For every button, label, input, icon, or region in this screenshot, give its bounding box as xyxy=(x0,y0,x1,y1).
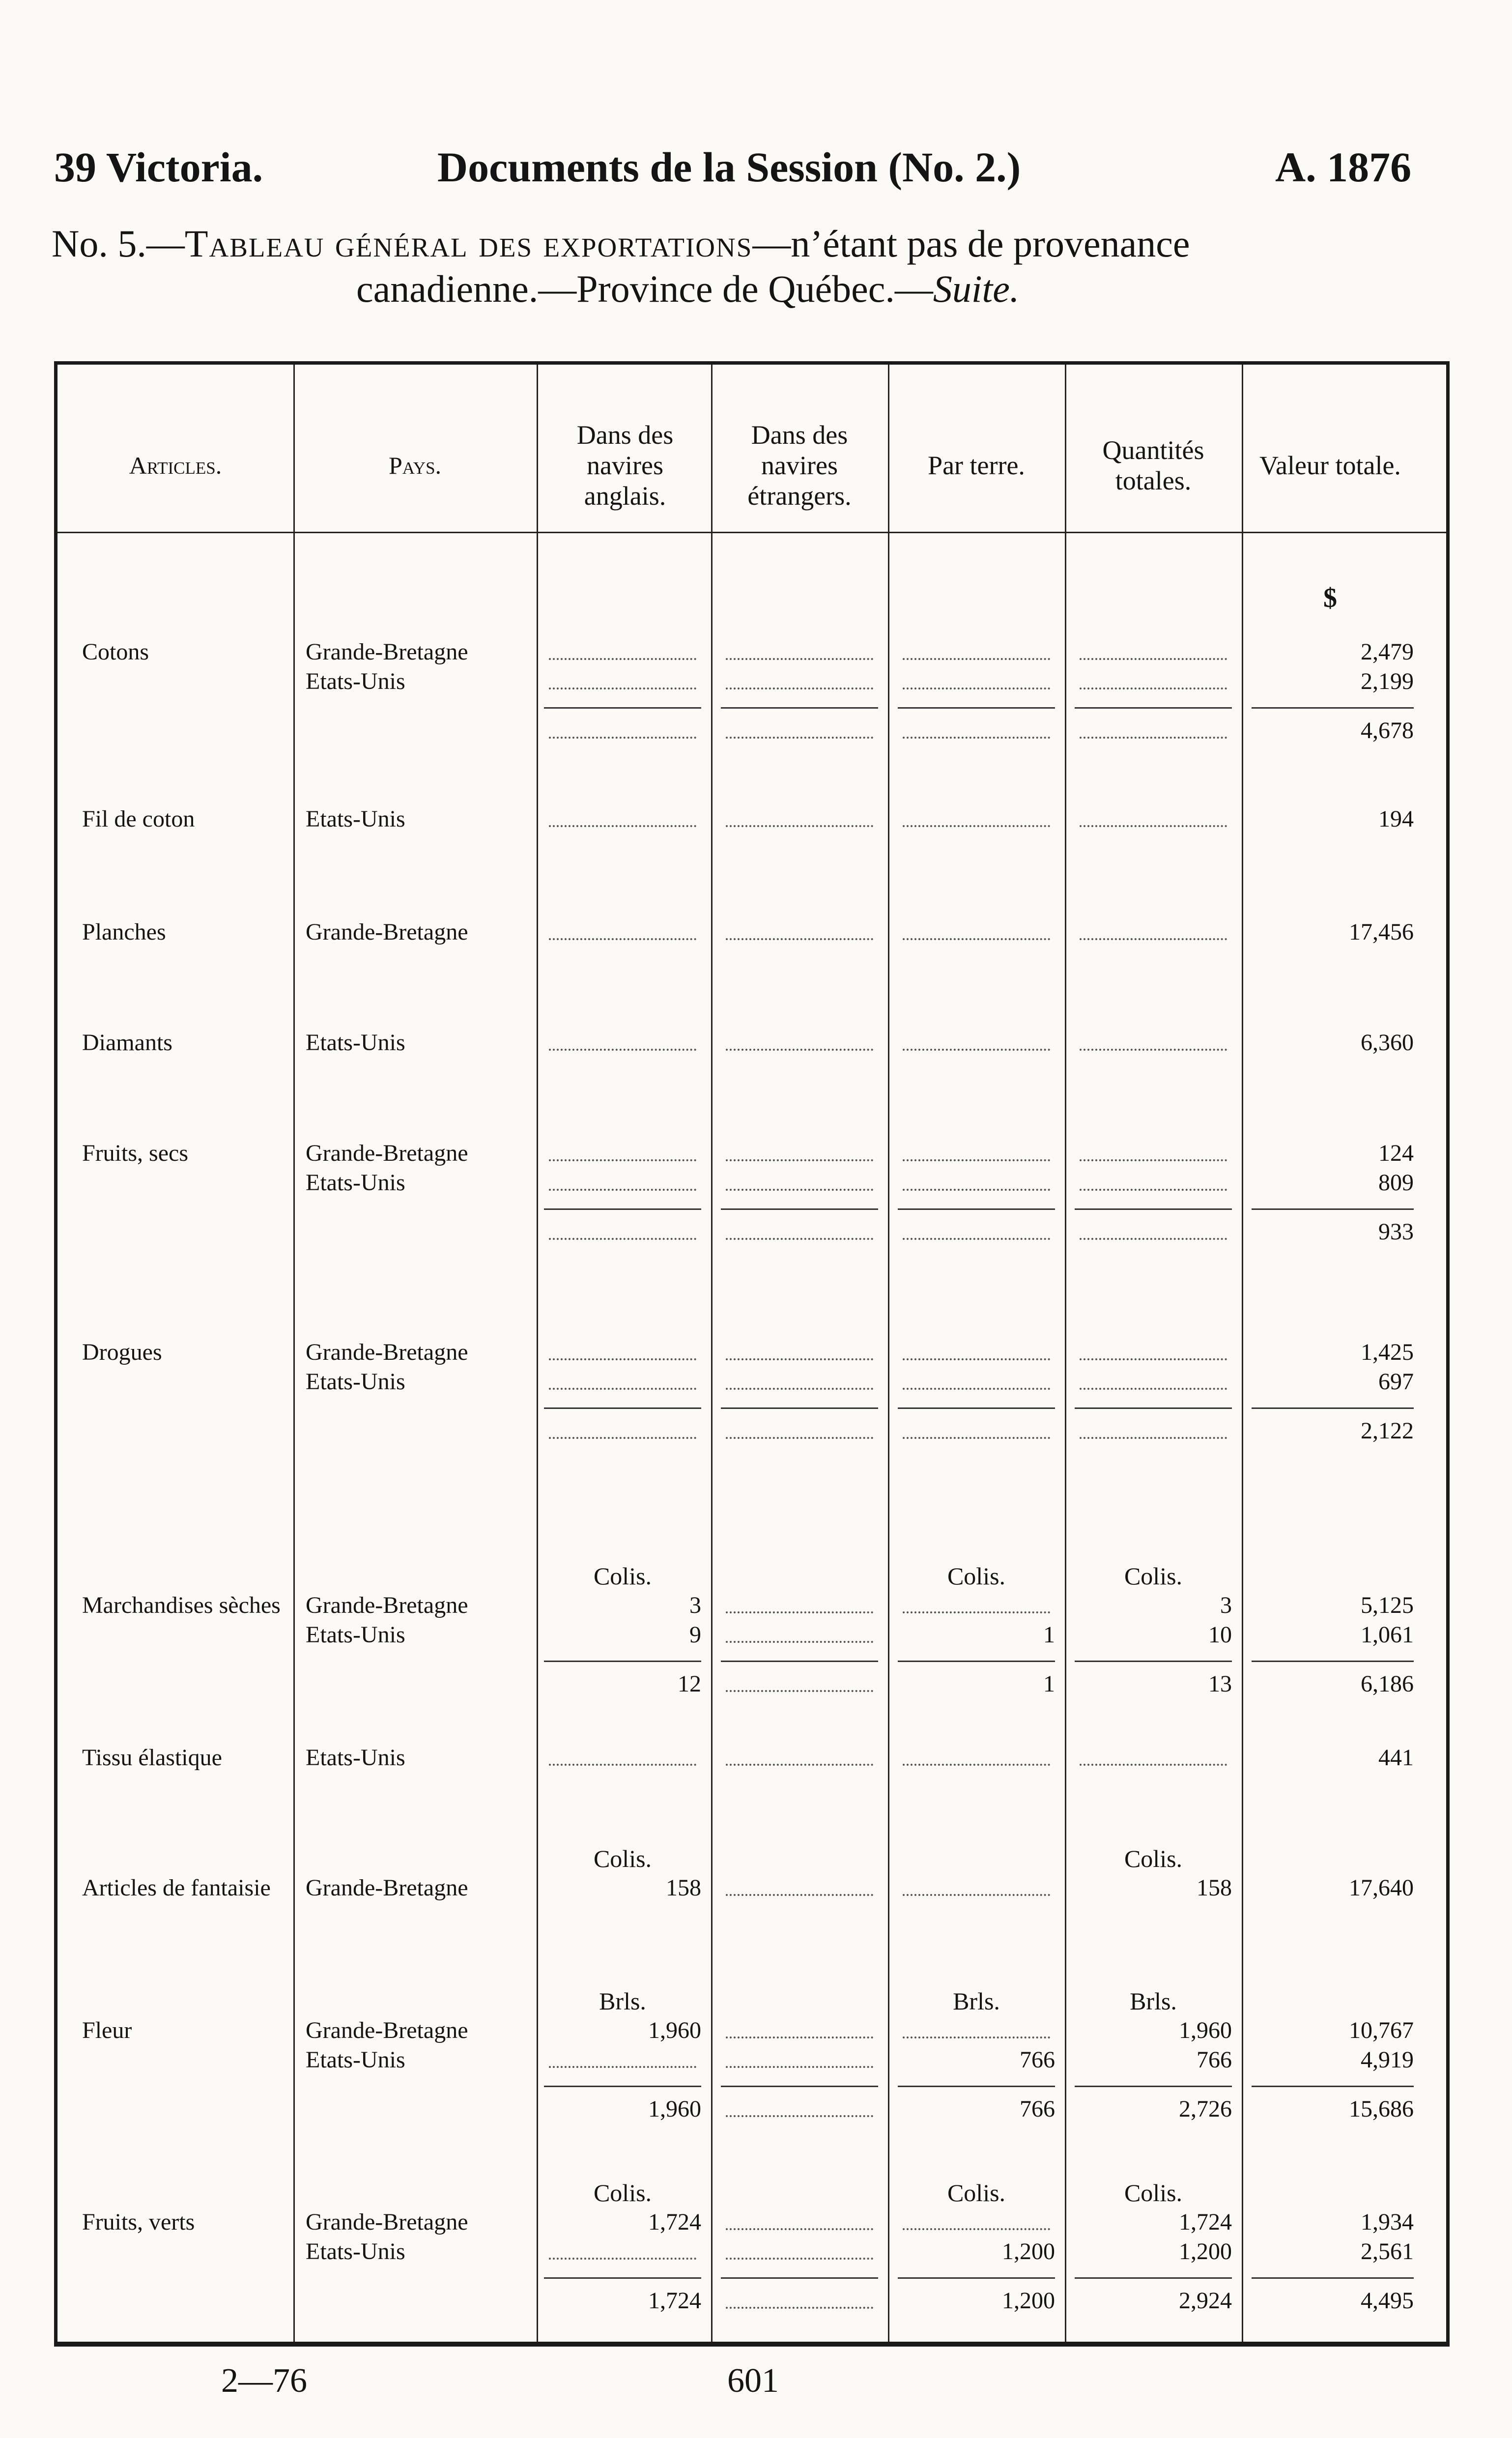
empty-cell-leader xyxy=(1080,1189,1227,1191)
country-label: Grande-Bretagne xyxy=(306,2017,468,2043)
empty-cell-leader xyxy=(903,2228,1050,2230)
country-label: Grande-Bretagne xyxy=(306,1140,468,1166)
unit-label: Brls. xyxy=(599,1987,646,2015)
empty-cell-leader xyxy=(903,1764,1050,1766)
empty-cell-leader xyxy=(903,1159,1050,1161)
subtotal-rule xyxy=(544,2277,701,2279)
subtotal-rule xyxy=(544,1407,701,1409)
empty-cell-leader xyxy=(726,1388,873,1390)
empty-cell-leader xyxy=(726,2258,873,2260)
article-label: Articles de fantaisie xyxy=(82,1875,271,1901)
subtotal-rule xyxy=(721,1407,878,1409)
col-divider xyxy=(1242,365,1243,2342)
empty-cell-leader xyxy=(726,825,873,827)
subtotal-rule xyxy=(898,2086,1055,2087)
empty-cell-leader xyxy=(549,2066,696,2068)
empty-cell-leader xyxy=(1080,658,1227,660)
empty-cell-leader xyxy=(726,1437,873,1439)
unit-label: Colis. xyxy=(593,2179,652,2207)
quantites-value: 158 xyxy=(1197,1875,1232,1901)
col-header-terre: Par terre. xyxy=(928,451,1025,480)
quantites-total: 13 xyxy=(1208,1671,1232,1697)
empty-cell-leader xyxy=(903,1388,1050,1390)
article-label: Drogues xyxy=(82,1339,162,1365)
empty-cell-leader xyxy=(903,1437,1050,1439)
subtotal-rule xyxy=(544,707,701,709)
empty-cell-leader xyxy=(1080,737,1227,739)
empty-cell-leader xyxy=(903,737,1050,739)
subtotal-rule xyxy=(544,2086,701,2087)
empty-cell-leader xyxy=(726,1159,873,1161)
country-label: Grande-Bretagne xyxy=(306,1339,468,1365)
subtotal-rule xyxy=(1075,707,1232,709)
subtotal-rule xyxy=(1075,1661,1232,1662)
empty-cell-leader xyxy=(1080,825,1227,827)
empty-cell-leader xyxy=(549,1437,696,1439)
empty-cell-leader xyxy=(726,1358,873,1360)
anglais-value: 158 xyxy=(666,1875,701,1901)
country-label: Grande-Bretagne xyxy=(306,1592,468,1618)
footer-page-number: 601 xyxy=(727,2362,779,2400)
empty-cell-leader xyxy=(1080,1238,1227,1240)
valeur-value: 6,360 xyxy=(1361,1030,1414,1056)
anglais-value: 1,724 xyxy=(648,2209,701,2235)
anglais-total: 1,960 xyxy=(648,2096,701,2122)
empty-cell-leader xyxy=(549,1189,696,1191)
empty-cell-leader xyxy=(726,1238,873,1240)
table-title xyxy=(52,221,1467,312)
empty-cell-leader xyxy=(903,2036,1050,2038)
valeur-total: 933 xyxy=(1378,1219,1414,1245)
unit-label: Colis. xyxy=(947,1562,1006,1590)
valeur-total: 4,495 xyxy=(1361,2288,1414,2314)
empty-cell-leader xyxy=(726,737,873,739)
quantites-value: 1,960 xyxy=(1179,2017,1232,2043)
empty-cell-leader xyxy=(726,1764,873,1766)
empty-cell-leader xyxy=(726,2228,873,2230)
subtotal-rule xyxy=(898,1208,1055,1210)
empty-cell-leader xyxy=(903,688,1050,689)
subtotal-rule xyxy=(721,1661,878,1662)
anglais-value: 9 xyxy=(689,1622,701,1648)
country-label: Etats-Unis xyxy=(306,2047,405,2073)
subtotal-rule xyxy=(1252,1208,1414,1210)
empty-cell-leader xyxy=(903,658,1050,660)
quantites-value: 3 xyxy=(1220,1592,1232,1618)
empty-cell-leader xyxy=(726,1641,873,1643)
footer-signature: 2—76 xyxy=(221,2362,307,2400)
unit-label: Colis. xyxy=(1124,2179,1183,2207)
country-label: Grande-Bretagne xyxy=(306,1875,468,1901)
empty-cell-leader xyxy=(726,658,873,660)
country-label: Grande-Bretagne xyxy=(306,919,468,945)
unit-label: Colis. xyxy=(593,1562,652,1590)
valeur-value: 697 xyxy=(1378,1369,1414,1395)
subtotal-rule xyxy=(898,2277,1055,2279)
article-label: Fil de coton xyxy=(82,806,195,832)
valeur-total: 2,122 xyxy=(1361,1418,1414,1444)
article-label: Planches xyxy=(82,919,166,945)
valeur-value: 124 xyxy=(1378,1140,1414,1166)
col-header-etrangers: Dans des navires étrangers. xyxy=(747,420,852,511)
subtotal-rule xyxy=(1075,1407,1232,1409)
empty-cell-leader xyxy=(726,2066,873,2068)
country-label: Etats-Unis xyxy=(306,1622,405,1648)
empty-cell-leader xyxy=(726,1049,873,1051)
terre-value: 1,200 xyxy=(1002,2238,1055,2265)
empty-cell-leader xyxy=(1080,1388,1227,1390)
subtotal-rule xyxy=(1075,1208,1232,1210)
quantites-value: 766 xyxy=(1197,2047,1232,2073)
empty-cell-leader xyxy=(549,688,696,689)
country-label: Etats-Unis xyxy=(306,1030,405,1056)
empty-cell-leader xyxy=(549,938,696,940)
valeur-value: 2,479 xyxy=(1361,639,1414,665)
valeur-value: 809 xyxy=(1378,1170,1414,1196)
subtotal-rule xyxy=(1252,2277,1414,2279)
empty-cell-leader xyxy=(903,1894,1050,1896)
empty-cell-leader xyxy=(549,1159,696,1161)
unit-label: Colis. xyxy=(947,2179,1006,2207)
title-line2: canadienne.—Province de Québec.— xyxy=(356,267,933,310)
anglais-value: 1,960 xyxy=(648,2017,701,2043)
unit-label: Colis. xyxy=(1124,1562,1183,1590)
empty-cell-leader xyxy=(1080,1437,1227,1439)
subtotal-rule xyxy=(1075,2086,1232,2087)
title-rest: —n’étant pas de provenance xyxy=(752,222,1190,265)
article-label: Fleur xyxy=(82,2017,132,2043)
anglais-value: 3 xyxy=(689,1592,701,1618)
article-label: Cotons xyxy=(82,639,149,665)
article-label: Marchandises sèches xyxy=(82,1592,281,1618)
empty-cell-leader xyxy=(549,1049,696,1051)
subtotal-rule xyxy=(721,707,878,709)
col-divider xyxy=(711,365,713,2342)
title-main: Tableau général des exportations xyxy=(184,222,753,265)
empty-cell-leader xyxy=(726,2036,873,2038)
unit-label: Brls. xyxy=(1130,1987,1177,2015)
terre-value: 766 xyxy=(1020,2047,1055,2073)
country-label: Grande-Bretagne xyxy=(306,639,468,665)
country-label: Etats-Unis xyxy=(306,1369,405,1395)
col-header-quantites: Quantités totales. xyxy=(1102,435,1204,495)
valeur-value: 1,061 xyxy=(1361,1622,1414,1648)
valeur-value: 441 xyxy=(1378,1745,1414,1771)
empty-cell-leader xyxy=(1080,1159,1227,1161)
subtotal-rule xyxy=(1252,1407,1414,1409)
empty-cell-leader xyxy=(903,1189,1050,1191)
col-header-pays: Pays. xyxy=(388,452,442,479)
unit-label: Colis. xyxy=(1124,1845,1183,1872)
subtotal-rule xyxy=(1252,1661,1414,1662)
valeur-total: 4,678 xyxy=(1361,717,1414,744)
empty-cell-leader xyxy=(726,938,873,940)
subtotal-rule xyxy=(721,2277,878,2279)
country-label: Etats-Unis xyxy=(306,2238,405,2265)
terre-total: 1,200 xyxy=(1002,2288,1055,2314)
col-divider xyxy=(1065,365,1066,2342)
quantites-value: 1,200 xyxy=(1179,2238,1232,2265)
col-divider xyxy=(888,365,889,2342)
empty-cell-leader xyxy=(726,2115,873,2117)
subtotal-rule xyxy=(544,1208,701,1210)
empty-cell-leader xyxy=(1080,938,1227,940)
valeur-value: 5,125 xyxy=(1361,1592,1414,1618)
subtotal-rule xyxy=(1075,2277,1232,2279)
valeur-value: 2,561 xyxy=(1361,2238,1414,2265)
valeur-value: 1,425 xyxy=(1361,1339,1414,1365)
subtotal-rule xyxy=(898,707,1055,709)
valeur-total: 6,186 xyxy=(1361,1671,1414,1697)
empty-cell-leader xyxy=(549,825,696,827)
country-label: Grande-Bretagne xyxy=(306,2209,468,2235)
empty-cell-leader xyxy=(1080,1049,1227,1051)
subtotal-rule xyxy=(1252,707,1414,709)
empty-cell-leader xyxy=(726,688,873,689)
valeur-value: 1,934 xyxy=(1361,2209,1414,2235)
subtotal-rule xyxy=(721,2086,878,2087)
empty-cell-leader xyxy=(1080,1764,1227,1766)
terre-total: 766 xyxy=(1020,2096,1055,2122)
quantites-total: 2,726 xyxy=(1179,2096,1232,2122)
empty-cell-leader xyxy=(726,1189,873,1191)
valeur-total: 15,686 xyxy=(1349,2096,1414,2122)
empty-cell-leader xyxy=(903,1358,1050,1360)
col-divider xyxy=(537,365,538,2342)
empty-cell-leader xyxy=(549,2258,696,2260)
unit-label: Brls. xyxy=(953,1987,1000,2015)
country-label: Etats-Unis xyxy=(306,806,405,832)
article-label: Diamants xyxy=(82,1030,172,1056)
terre-value: 1 xyxy=(1043,1622,1055,1648)
subtotal-rule xyxy=(898,1661,1055,1662)
currency-symbol: $ xyxy=(1323,583,1337,613)
subtotal-rule xyxy=(898,1407,1055,1409)
valeur-value: 17,640 xyxy=(1349,1875,1414,1901)
unit-label: Colis. xyxy=(593,1845,652,1872)
valeur-value: 17,456 xyxy=(1349,919,1414,945)
valeur-value: 4,919 xyxy=(1361,2047,1414,2073)
valeur-value: 2,199 xyxy=(1361,668,1414,694)
valeur-value: 194 xyxy=(1378,806,1414,832)
empty-cell-leader xyxy=(903,825,1050,827)
anglais-total: 1,724 xyxy=(648,2288,701,2314)
exports-table xyxy=(54,361,1450,2347)
subtotal-rule xyxy=(1252,2086,1414,2087)
article-label: Tissu élastique xyxy=(82,1745,222,1771)
country-label: Etats-Unis xyxy=(306,1170,405,1196)
article-label: Fruits, verts xyxy=(82,2209,195,2235)
quantites-total: 2,924 xyxy=(1179,2288,1232,2314)
col-header-valeur: Valeur totale. xyxy=(1259,451,1401,480)
empty-cell-leader xyxy=(549,1388,696,1390)
empty-cell-leader xyxy=(903,1238,1050,1240)
col-header-articles: Articles. xyxy=(129,452,222,479)
header-session-year: 39 Victoria. xyxy=(54,143,263,191)
col-header-anglais: Dans des navires anglais. xyxy=(576,420,674,511)
empty-cell-leader xyxy=(549,1238,696,1240)
empty-cell-leader xyxy=(726,1690,873,1692)
empty-cell-leader xyxy=(903,1049,1050,1051)
subtotal-rule xyxy=(721,1208,878,1210)
terre-total: 1 xyxy=(1043,1671,1055,1697)
header-year-code: A. 1876 xyxy=(1275,143,1412,191)
country-label: Etats-Unis xyxy=(306,1745,405,1771)
empty-cell-leader xyxy=(726,2307,873,2309)
empty-cell-leader xyxy=(726,1611,873,1613)
empty-cell-leader xyxy=(549,658,696,660)
title-suite: Suite. xyxy=(933,267,1020,310)
empty-cell-leader xyxy=(726,1894,873,1896)
valeur-value: 10,767 xyxy=(1349,2017,1414,2043)
col-divider xyxy=(293,365,295,2342)
empty-cell-leader xyxy=(1080,1358,1227,1360)
empty-cell-leader xyxy=(549,1358,696,1360)
header-divider xyxy=(57,532,1446,533)
empty-cell-leader xyxy=(549,1764,696,1766)
quantites-value: 10 xyxy=(1208,1622,1232,1648)
quantites-value: 1,724 xyxy=(1179,2209,1232,2235)
anglais-total: 12 xyxy=(678,1671,701,1697)
article-label: Fruits, secs xyxy=(82,1140,188,1166)
empty-cell-leader xyxy=(549,737,696,739)
header-document-title: Documents de la Session (No. 2.) xyxy=(437,143,1021,191)
empty-cell-leader xyxy=(903,1611,1050,1613)
subtotal-rule xyxy=(544,1661,701,1662)
country-label: Etats-Unis xyxy=(306,668,405,694)
empty-cell-leader xyxy=(1080,688,1227,689)
title-prefix: No. 5.— xyxy=(52,222,185,265)
empty-cell-leader xyxy=(903,938,1050,940)
